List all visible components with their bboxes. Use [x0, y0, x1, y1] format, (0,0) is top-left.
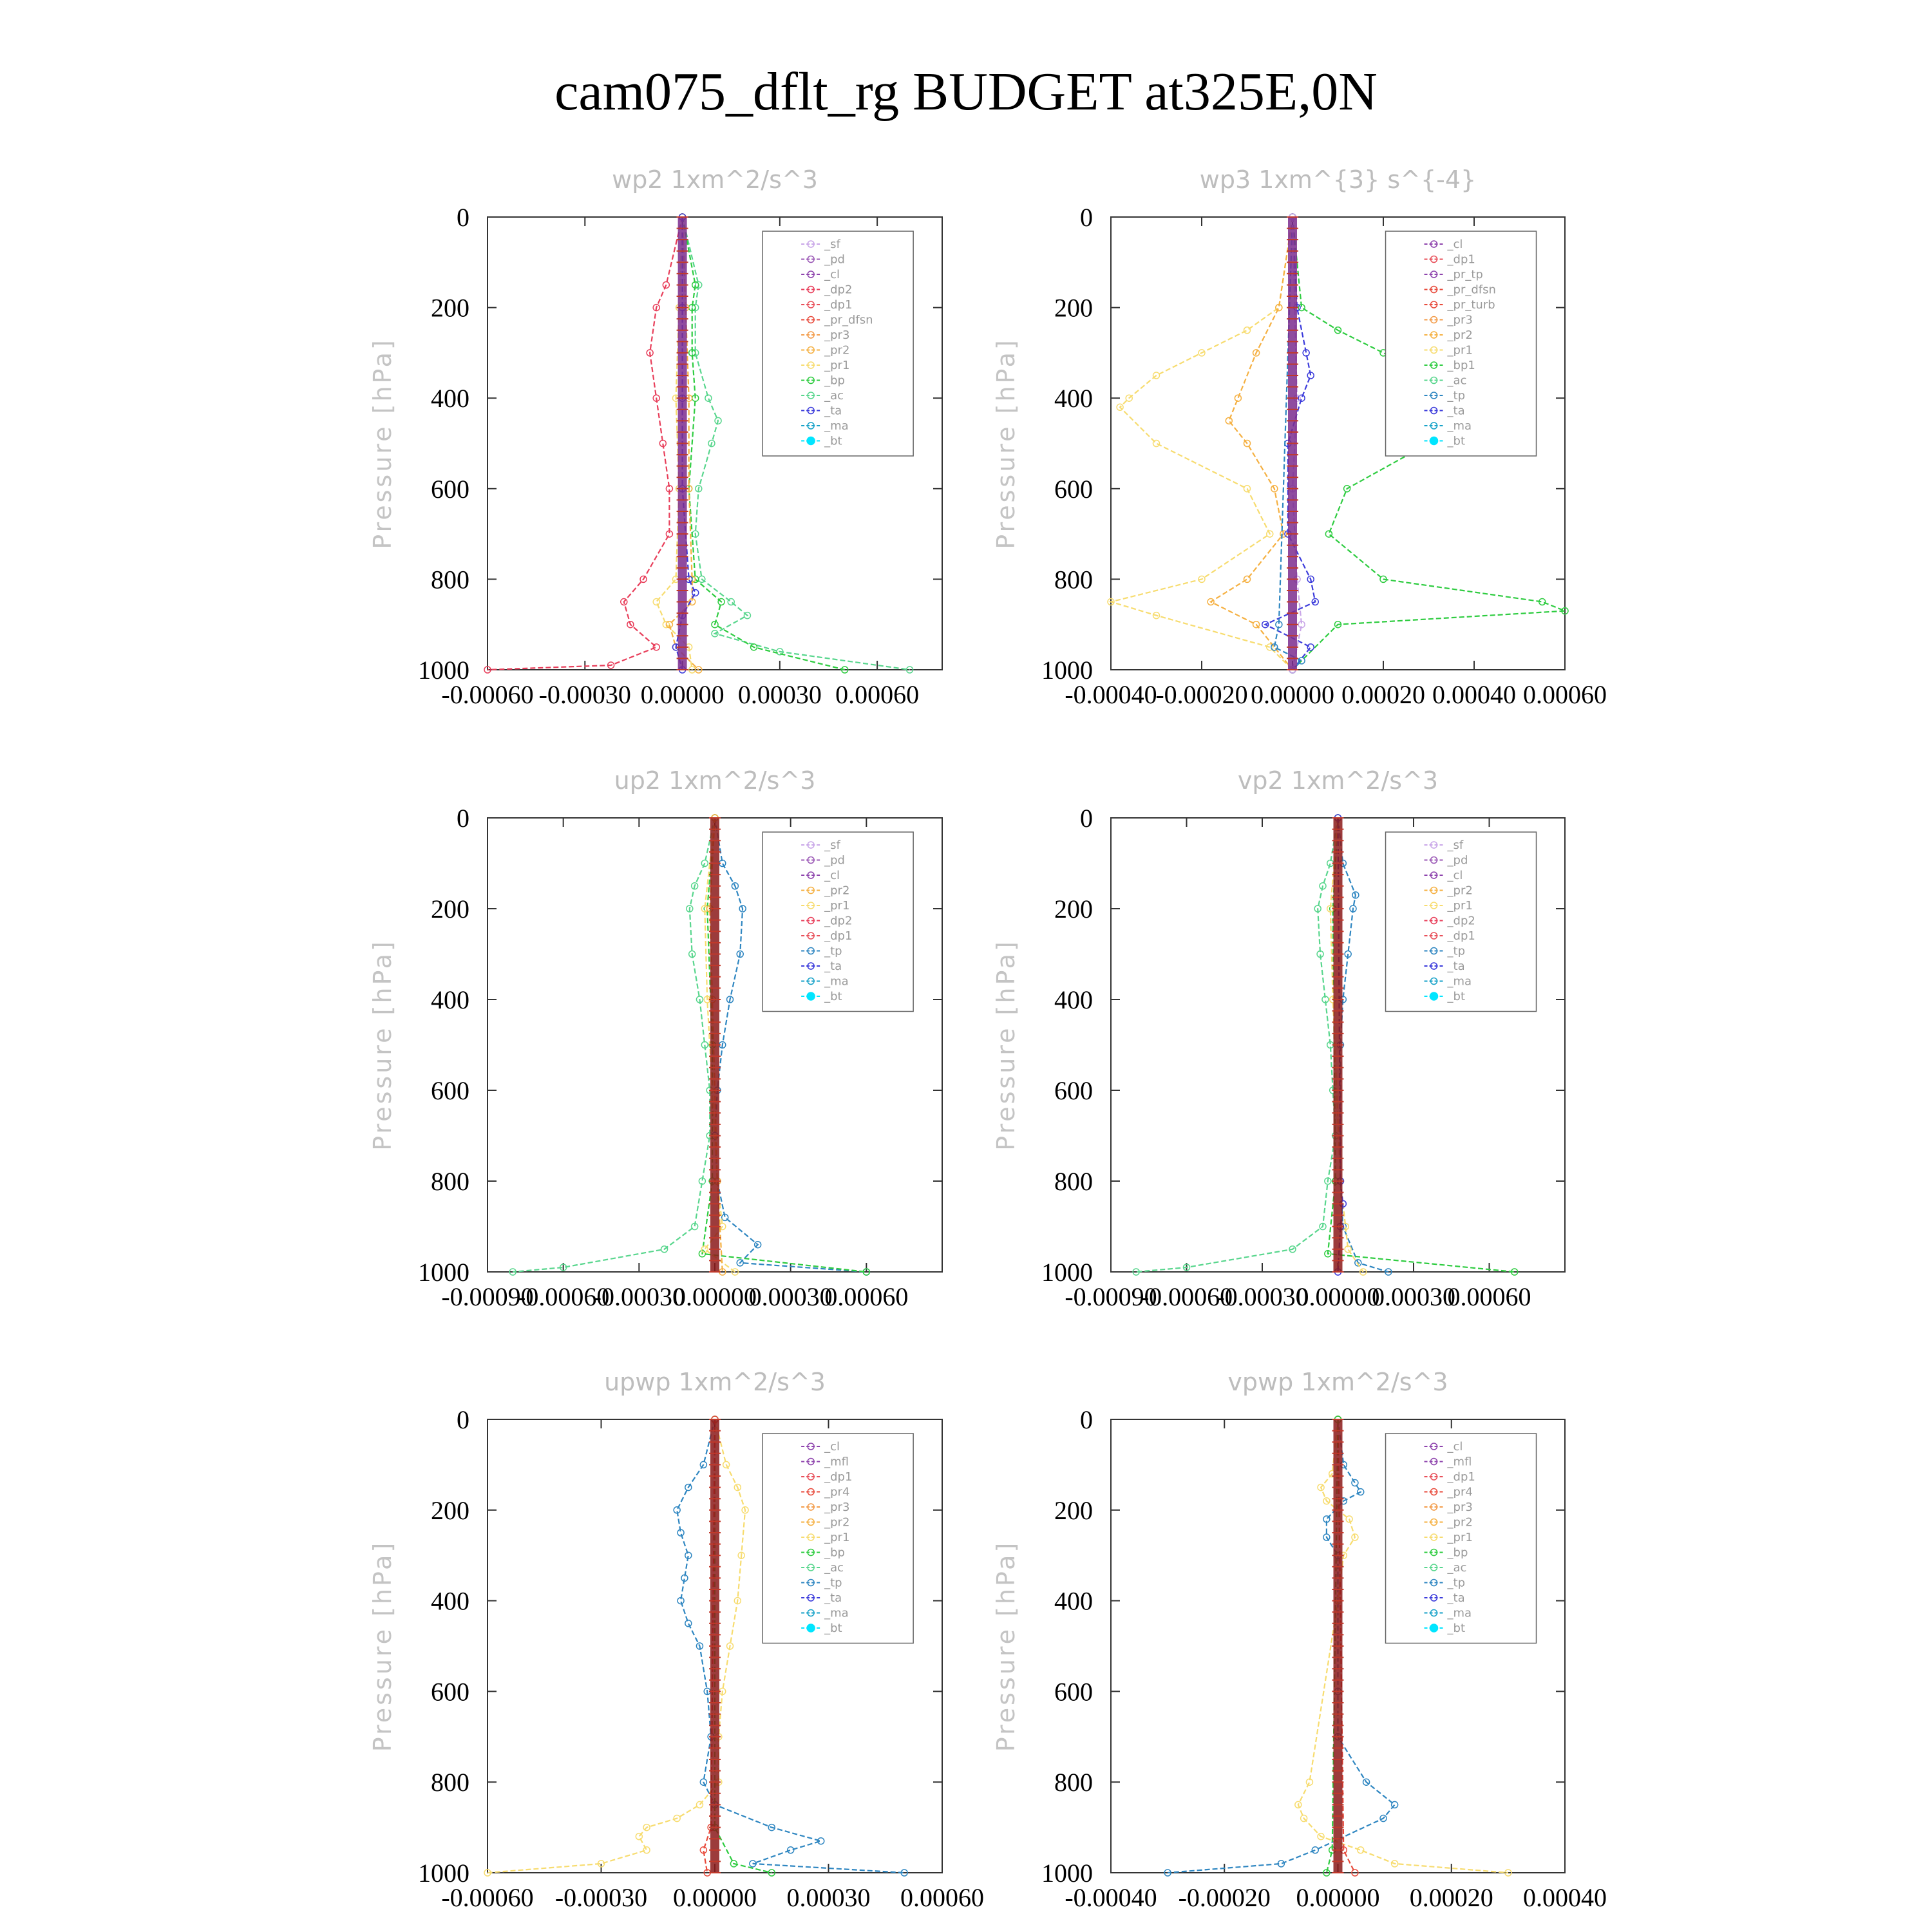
legend-label: _ta	[1447, 1591, 1465, 1605]
legend-marker	[807, 1624, 815, 1632]
series-point-ac	[728, 599, 734, 605]
x-tick-label: 0.00040	[1432, 680, 1516, 709]
series-point-bp1	[1325, 531, 1332, 537]
main-title: cam075_dflt_rg BUDGET at325E,0N	[554, 62, 1378, 122]
x-tick-label: -0.00060	[441, 680, 534, 709]
legend-label: _sf	[824, 238, 840, 251]
legend-label: _cl	[824, 268, 840, 281]
series-point-tp	[1352, 1480, 1358, 1486]
legend-label: _pr1	[824, 359, 850, 372]
legend-label: _bp	[824, 1546, 845, 1560]
series-point-pr1	[1244, 327, 1251, 334]
x-tick-label: 0.00000	[673, 1282, 757, 1311]
legend-label: _dp2	[1447, 914, 1475, 928]
legend-label: _cl	[824, 1440, 840, 1454]
y-tick-label: 0	[1080, 804, 1093, 833]
legend-label: _cl	[824, 869, 840, 882]
chart-panel-1	[368, 166, 942, 709]
y-tick-label: 1000	[418, 656, 469, 685]
legend-label: _ta	[824, 404, 842, 418]
y-tick-label: 400	[1054, 985, 1093, 1014]
x-tick-label: -0.00060	[517, 1282, 610, 1311]
y-tick-label: 800	[1054, 1167, 1093, 1196]
y-tick-label: 600	[431, 1076, 469, 1105]
legend-label: _dp1	[824, 1470, 853, 1484]
series-point-dp2	[653, 644, 659, 650]
x-tick-label: 0.00030	[737, 680, 822, 709]
x-tick-label: -0.00020	[1155, 680, 1248, 709]
legend-label: _pr2	[824, 1515, 850, 1530]
x-tick-label: 0.00030	[1372, 1282, 1455, 1311]
x-tick-label: 0.00060	[824, 1282, 909, 1311]
y-tick-label: 800	[1054, 565, 1093, 594]
legend-marker	[1430, 992, 1438, 1000]
series-point-pr1	[1153, 440, 1160, 447]
legend-label: _tp	[824, 944, 842, 958]
y-tick-label: 0	[457, 203, 469, 232]
series-point-ta	[692, 589, 699, 596]
series-point-pr2	[1226, 417, 1232, 424]
x-tick-label: 0.00060	[1447, 1282, 1531, 1311]
legend-label: _tp	[1447, 1576, 1466, 1590]
y-tick-label: 200	[1054, 895, 1093, 923]
legend-label: _bt	[824, 1622, 842, 1635]
x-tick-label: 0.00020	[1341, 680, 1425, 709]
legend-label: _pr_tp	[1447, 268, 1483, 281]
legend-label: _bt	[1447, 990, 1466, 1003]
series-point-pr1	[696, 1801, 703, 1808]
x-tick-label: 0.00030	[748, 1282, 833, 1311]
chart-panel-6	[992, 1368, 1607, 1912]
y-tick-label: 1000	[418, 1258, 469, 1287]
legend-label: _tp	[824, 1576, 842, 1590]
y-tick-label: 600	[431, 474, 469, 504]
legend-label: _bt	[1447, 434, 1466, 448]
series-point-tp	[685, 1620, 692, 1627]
legend-label: _ac	[1447, 1561, 1467, 1575]
y-tick-label: 400	[431, 1586, 469, 1616]
legend-label: _bp	[824, 374, 845, 388]
legend-label: _ta	[824, 960, 842, 973]
x-tick-label: -0.00060	[441, 1883, 534, 1912]
series-point-pr2	[1244, 576, 1251, 582]
x-tick-label: -0.00020	[1178, 1883, 1271, 1912]
series-point-ac	[705, 395, 712, 401]
legend-label: _pd	[824, 252, 845, 267]
y-tick-label: 600	[1054, 1076, 1093, 1105]
legend-label: _cl	[1447, 1440, 1463, 1454]
y-tick-label: 600	[1054, 474, 1093, 504]
legend-marker	[807, 437, 815, 445]
x-tick-label: 0.00060	[900, 1883, 984, 1912]
series-point-pr2	[1235, 395, 1241, 401]
legend-label: _ma	[824, 419, 849, 433]
y-tick-label: 200	[431, 293, 469, 323]
chart-panel-3	[368, 766, 942, 1311]
y-tick-label: 200	[431, 895, 469, 923]
series-line-tp	[1338, 818, 1388, 1272]
chart-panel-2	[992, 166, 1607, 709]
legend-label: _pr1	[824, 1531, 850, 1544]
y-axis-label: Pressure [hPa]	[368, 939, 397, 1151]
y-axis-label: Pressure [hPa]	[992, 337, 1020, 549]
x-tick-label: 0.00000	[640, 680, 724, 709]
series-line-dp1	[1136, 818, 1338, 1272]
panel-title: wp2 1xm^2/s^3	[612, 166, 818, 194]
panel-title: vp2 1xm^2/s^3	[1237, 766, 1439, 795]
legend-label: _pr4	[824, 1485, 850, 1499]
y-axis-label: Pressure [hPa]	[368, 1540, 397, 1752]
y-tick-label: 0	[1080, 1405, 1093, 1434]
x-tick-label: 0.00000	[673, 1883, 757, 1912]
series-point-tp	[1312, 1847, 1318, 1853]
legend-label: _pr3	[824, 328, 850, 342]
legend-label: _pr_dfsn	[824, 313, 873, 327]
x-tick-label: 0.00030	[786, 1883, 871, 1912]
y-tick-label: 1000	[418, 1859, 469, 1888]
legend-label: _ta	[1447, 960, 1465, 973]
legend-label: _ma	[824, 1606, 849, 1620]
series-point-tp	[1392, 1801, 1398, 1808]
legend-label: _pr3	[824, 1501, 850, 1514]
legend-label: _mfl	[1447, 1455, 1472, 1469]
legend-label: _ac	[824, 389, 844, 402]
legend-label: _pr1	[1447, 343, 1473, 357]
x-tick-label: -0.00030	[592, 1282, 685, 1311]
series-point-ta	[1307, 644, 1314, 650]
x-tick-label: -0.00030	[554, 1883, 648, 1912]
legend-label: _mfl	[824, 1455, 849, 1469]
x-tick-label: -0.00040	[1065, 680, 1157, 709]
series-line-pr1	[1111, 217, 1293, 670]
y-tick-label: 800	[431, 565, 469, 594]
series-point-pr1	[653, 599, 659, 605]
legend-label: _pr2	[824, 884, 850, 898]
y-tick-label: 600	[431, 1677, 469, 1707]
y-tick-label: 800	[1054, 1768, 1093, 1797]
legend-label: _bt	[824, 434, 842, 448]
x-tick-label: 0.00040	[1523, 1883, 1607, 1912]
y-tick-label: 400	[1054, 384, 1093, 413]
y-tick-label: 800	[431, 1768, 469, 1797]
y-axis-label: Pressure [hPa]	[992, 939, 1020, 1151]
legend-label: _cl	[1447, 869, 1463, 882]
legend-label: _pr_turb	[1447, 298, 1495, 312]
legend-label: _sf	[1447, 838, 1464, 852]
panel-title: wp3 1xm^{3} s^{-4}	[1199, 166, 1477, 194]
series-line-pr2	[1211, 217, 1293, 670]
legend-label: _bp1	[1447, 359, 1475, 372]
legend-label: _ta	[824, 1591, 842, 1605]
panels	[368, 166, 1607, 1912]
y-tick-label: 800	[431, 1167, 469, 1196]
x-tick-label: -0.00030	[1216, 1282, 1309, 1311]
legend-label: _dp1	[824, 298, 853, 312]
y-axis-label: Pressure [hPa]	[992, 1540, 1020, 1752]
legend-label: _pr3	[1447, 1501, 1473, 1514]
legend-label: _dp1	[1447, 929, 1475, 943]
legend-marker	[1430, 437, 1438, 445]
series-line-dp1	[513, 818, 715, 1272]
series-point-pr1	[1358, 1847, 1364, 1853]
y-tick-label: 200	[1054, 1495, 1093, 1525]
legend-label: _pr3	[1447, 313, 1473, 327]
legend-label: _bp	[1447, 1546, 1468, 1560]
legend-marker	[1430, 1624, 1438, 1632]
legend-label: _pr1	[1447, 1531, 1473, 1544]
x-tick-label: -0.00090	[1065, 1282, 1157, 1311]
x-tick-label: 0.00060	[835, 680, 920, 709]
y-tick-label: 200	[431, 1495, 469, 1525]
legend-label: _ac	[824, 1561, 844, 1575]
legend-label: _pr4	[1447, 1485, 1473, 1499]
legend-label: _pr2	[1447, 1515, 1473, 1530]
legend-label: _tp	[1447, 389, 1466, 402]
legend-label: _pd	[824, 853, 845, 867]
legend-label: _pr2	[1447, 328, 1473, 342]
panel-title: upwp 1xm^2/s^3	[604, 1368, 826, 1396]
legend-label: _dp2	[824, 283, 853, 297]
x-tick-label: -0.00040	[1065, 1883, 1157, 1912]
legend-label: _dp2	[824, 914, 853, 928]
x-tick-label: 0.00000	[1296, 1282, 1380, 1311]
legend-label: _pr2	[824, 343, 850, 357]
legend-label: _bt	[824, 990, 842, 1003]
y-tick-label: 0	[1080, 203, 1093, 232]
y-tick-label: 400	[1054, 1586, 1093, 1616]
legend-label: _pr1	[824, 899, 850, 913]
y-tick-label: 1000	[1041, 1859, 1093, 1888]
y-tick-label: 600	[1054, 1677, 1093, 1707]
legend-label: _bt	[1447, 1622, 1466, 1635]
legend-label: _pr_dfsn	[1447, 283, 1496, 297]
legend-label: _pr1	[1447, 899, 1473, 913]
chart-panel-4	[992, 766, 1565, 1311]
legend-marker	[807, 992, 815, 1000]
legend-label: _dp1	[824, 929, 853, 943]
chart-panel-5	[368, 1368, 984, 1912]
series-point-pr1	[636, 1833, 642, 1840]
x-tick-label: 0.00020	[1409, 1883, 1493, 1912]
legend-label: _dp1	[1447, 1470, 1475, 1484]
x-tick-label: 0.00060	[1523, 680, 1607, 709]
legend-label: _dp1	[1447, 252, 1475, 267]
y-tick-label: 0	[457, 804, 469, 833]
legend-label: _ta	[1447, 404, 1465, 418]
y-tick-label: 1000	[1041, 1258, 1093, 1287]
y-tick-label: 0	[457, 1405, 469, 1434]
legend-label: _pd	[1447, 853, 1468, 867]
legend-label: _ma	[1447, 419, 1472, 433]
y-axis-label: Pressure [hPa]	[368, 337, 397, 549]
series-line-pr1	[488, 1419, 745, 1873]
legend-label: _ma	[1447, 1606, 1472, 1620]
legend-label: _tp	[1447, 944, 1466, 958]
x-tick-label: -0.00030	[538, 680, 631, 709]
y-tick-label: 1000	[1041, 656, 1093, 685]
legend-label: _ma	[1447, 974, 1472, 989]
legend-label: _sf	[824, 838, 840, 852]
panel-title: vpwp 1xm^2/s^3	[1227, 1368, 1448, 1396]
y-tick-label: 200	[1054, 293, 1093, 323]
x-tick-label: -0.00060	[1140, 1282, 1233, 1311]
legend-label: _cl	[1447, 238, 1463, 251]
panel-title: up2 1xm^2/s^3	[614, 766, 816, 795]
x-tick-label: 0.00000	[1296, 1883, 1380, 1912]
x-tick-label: 0.00000	[1251, 680, 1334, 709]
y-tick-label: 400	[431, 384, 469, 413]
y-tick-label: 400	[431, 985, 469, 1014]
series-line-tp	[1168, 1419, 1395, 1873]
legend-label: _ma	[824, 974, 849, 989]
x-tick-label: -0.00090	[441, 1282, 534, 1311]
legend-label: _ac	[1447, 374, 1467, 388]
legend-label: _pr2	[1447, 884, 1473, 898]
